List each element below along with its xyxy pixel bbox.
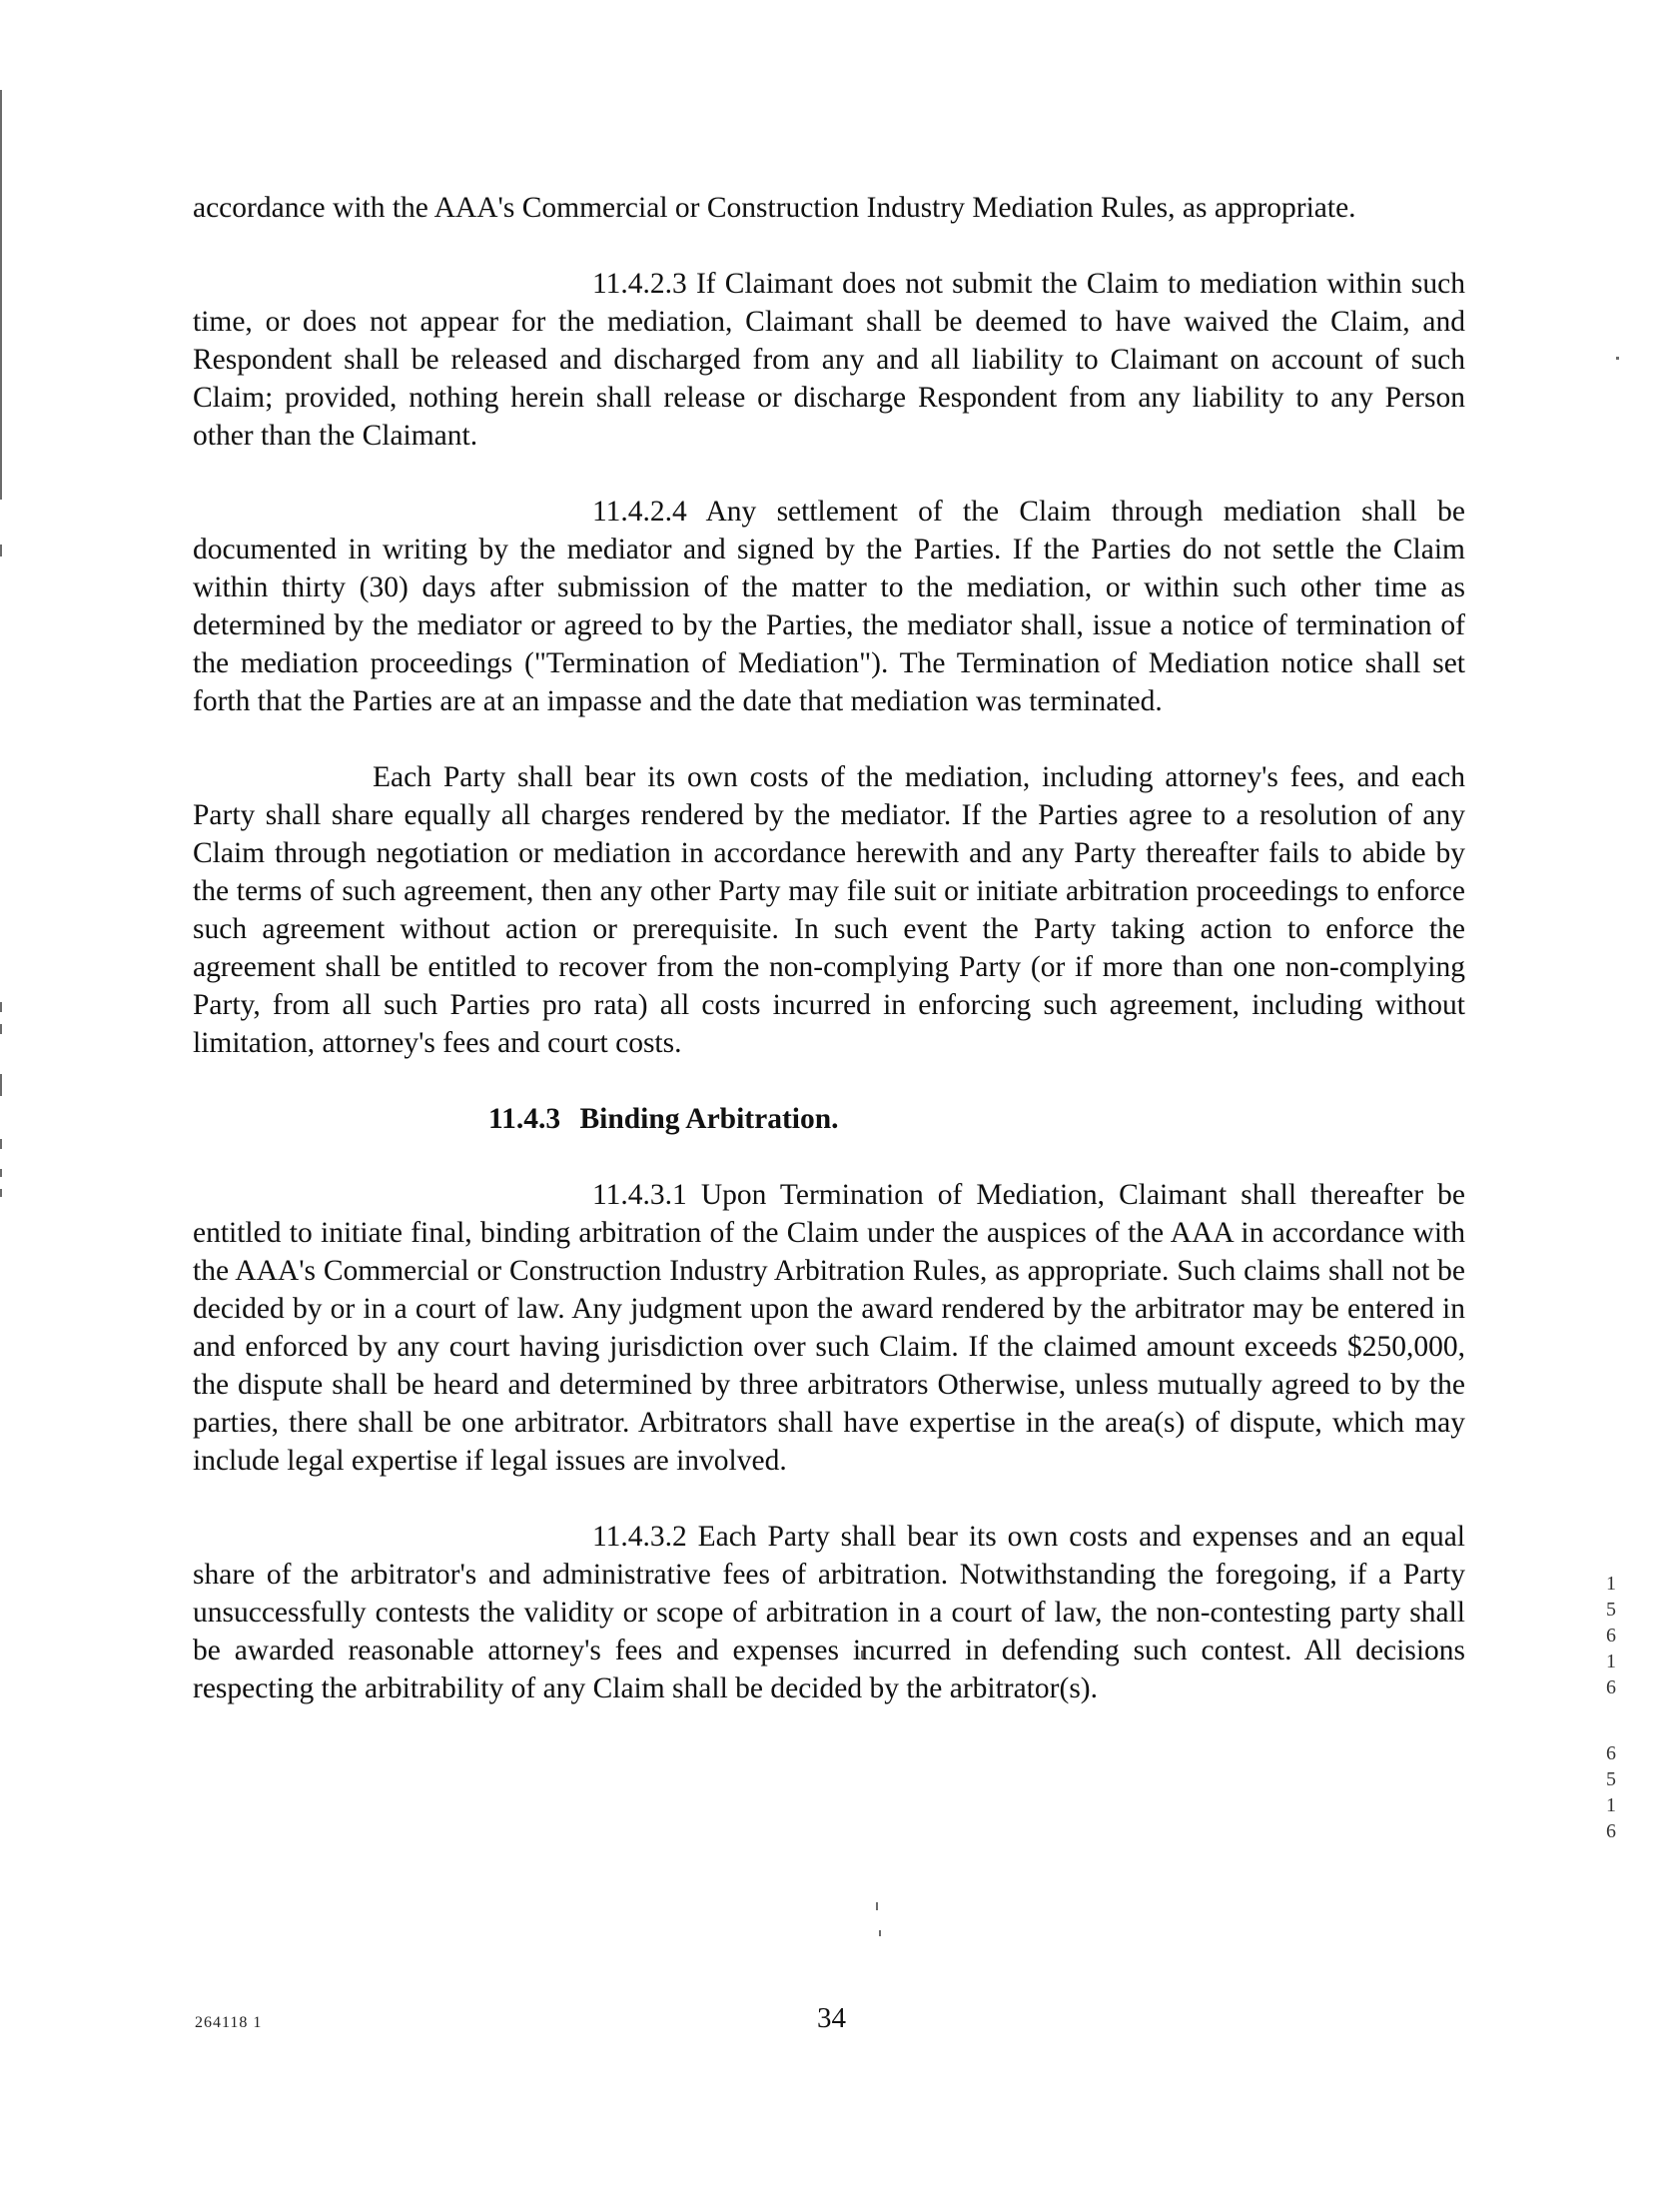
- scan-artifact-line: [0, 1024, 2, 1034]
- paragraph-11-4-2-4: 11.4.2.4 Any settlement of the Claim through mediation shall be documented in writing by the mediator and signed by the Parties. If the Parties do not settle the Claim within thirty (30) days after submission of the matter to the mediation, or within such other time as determined by the mediator or agreed to by the Parties, the mediator shall, issue a notice of termination of the mediation proceedings ("Termination of Mediation"). The Termination of Mediation notice shall set forth that the Parties are at an impasse and the date that mediation was terminated.: [193, 496, 1465, 717]
- paragraph-mediation-rules: accordance with the AAA's Commercial or Construction Industry Mediation Rules, as appropriate.: [193, 192, 1356, 224]
- margin-stamp-char: 1: [1606, 1794, 1616, 1816]
- document-body: [193, 189, 1465, 1745]
- margin-stamp-char: 5: [1606, 1768, 1616, 1790]
- paragraph-11-4-3-2: 11.4.3.2 Each Party shall bear its own costs and expenses and an equal share of the arbitrator's and administrative fees of arbitration. Notwithstanding the foregoing, if a Party unsuccessfully contests the validity or scope of arbitration in a court of law, the non-contesting party shall be awarded reasonable attorney's fees and expenses incurred in defending such contest. All decisions respecting the arbitrability of any Claim shall be decided by the arbitrator(s).: [193, 1521, 1465, 1704]
- section-heading-title: Binding Arbitration.: [579, 1103, 839, 1135]
- section-heading: [193, 1100, 1465, 1138]
- scan-artifact-dot: [879, 1930, 881, 1936]
- scan-artifact-line: [0, 1002, 2, 1012]
- margin-stamp: [1598, 1571, 1624, 1890]
- paragraph-11-4-3-1: 11.4.3.1 Upon Termination of Mediation, Claimant shall thereafter be entitled to initiate final, binding arbitration of the Claim under the auspices of the AAA in accordance with the AAA's Commercial or Construction Industry Arbitration Rules, as appropriate. Such claims shall not be decided by or in a court of law. Any judgment upon the award rendered by the arbitrator may be entered in and enforced by any court having jurisdiction over such Claim. If the claimed amount exceeds $250,000, the dispute shall be heard and determined by three arbitrators Otherwise, unless mutually agreed to by the parties, there shall be one arbitrator. Arbitrators shall have expertise in the area(s) of dispute, which may include legal expertise if legal issues are involved.: [193, 1179, 1465, 1477]
- scan-artifact-dot: [1616, 357, 1619, 360]
- paragraph-mediation-costs: Each Party shall bear its own costs of the mediation, including attorney's fees, and each Party shall share equally all charges rendered by the mediator. If the Parties agree to a resolution of any Claim through negotiation or mediation in accordance herewith and any Party thereafter fails to abide by the terms of such agreement, then any other Party may file suit or initiate arbitration proceedings to enforce such agreement without action or prerequisite. In such event the Party taking action to enforce the agreement shall be entitled to recover from the non-complying Party (or if more than one non-complying Party, from all such Parties pro rata) all costs incurred in enforcing such agreement, including without limitation, attorney's fees and court costs.: [193, 761, 1465, 1059]
- section-heading-number: 11.4.3: [488, 1103, 561, 1135]
- scan-artifact-line: [0, 1189, 2, 1197]
- footer-document-code: 264118 1: [195, 2014, 263, 2031]
- scan-artifact-line: [0, 1074, 2, 1096]
- scan-artifact-line: [0, 90, 2, 500]
- scan-artifact-line: [0, 545, 2, 556]
- page-number: 34: [817, 2002, 846, 2034]
- scan-artifact-line: [0, 1169, 2, 1177]
- margin-stamp-char: 1: [1606, 1573, 1616, 1595]
- scan-artifact-line: [0, 1139, 2, 1149]
- margin-stamp-char: 5: [1606, 1599, 1616, 1621]
- paragraph-11-4-2-3: 11.4.2.3 If Claimant does not submit the Claim to mediation within such time, or does not appear for the mediation, Claimant shall be deemed to have waived the Claim, and Respondent shall be released and discharged from any and all liability to Claimant on account of such Claim; provided, nothing herein shall release or discharge Respondent from any liability to any Person other than the Claimant.: [193, 268, 1465, 452]
- margin-stamp-char: 6: [1606, 1820, 1616, 1842]
- margin-stamp-char: 6: [1606, 1742, 1616, 1764]
- margin-stamp-char: 6: [1606, 1676, 1616, 1698]
- margin-stamp-char: 1: [1606, 1651, 1616, 1672]
- margin-stamp-gap: [1598, 1700, 1624, 1740]
- scan-artifact-dot: [876, 1902, 878, 1910]
- margin-stamp-char: 6: [1606, 1625, 1616, 1647]
